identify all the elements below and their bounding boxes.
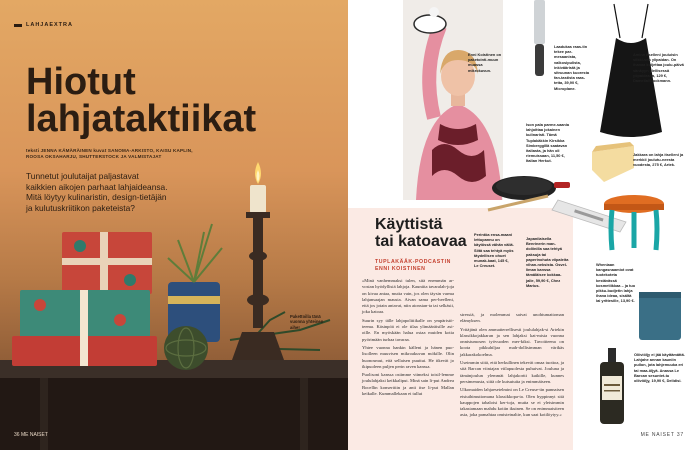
sub-byline-line: TUPLAKÄÄK-PODCASTIN	[375, 259, 451, 265]
candle	[250, 185, 266, 213]
stool-photo	[604, 195, 664, 250]
body-paragraph: Puolisoni kanssa ostimme viimeksi toisil-lemme joululahjaksi keikkaliput. Minä sain li-put Andrea Bocellin konserttiin ja anti itse li-put Mallan keikalle. Kummallekaan ei tullut	[362, 372, 454, 397]
body-paragraph: stressiä, ja molemmat saivat unohtumattoman elämyksen.	[460, 312, 564, 324]
section-label-bar	[14, 24, 22, 27]
sub-headline	[375, 216, 467, 250]
byline-line: teksti JENNA KÄMÄRÄINEN kuvat SANOMA-ARKISTO, KAISU KAPLIN,	[26, 148, 193, 153]
caption-crepe-pan: Perintöa ensa-maani lettupannu on käytössä vähän väliä. Siitä saa tehtyä myös täydellisen ohuet munak-kaat, 145 €, Le Creuset.	[474, 232, 514, 269]
lead-line: kaikkien aikojen parhaat lahjaideansa.	[26, 181, 168, 192]
caption-enni: Enni Koistinen on paketointi-muun muassa mikrokuvun.	[468, 52, 502, 73]
caption-olive-oil: Oliiviöljy ei jää käyttämättä. Lahjahe annan kauniin pullon, jota lahjemuuka eri tai maa-öljyä. Anassa Le Barcan sesuntet-tu oliiviöljy, 19,90 €, Delidisi.	[634, 352, 685, 384]
page-number: 36	[14, 432, 20, 438]
sub-byline	[375, 259, 451, 272]
table-leg	[300, 378, 308, 450]
caption-cosmetics: Wheniaan kangasnaamiot ovat tuotekoteta kestävässä kosmetiikkaa – ja tuo pikku-budjetin lahja ihana ideaa, sisältä lai yrittesille, 13,90 €.	[596, 262, 636, 304]
lead-line: ja kulutuskriitikon paketeista?	[26, 202, 135, 213]
section-label-text: LAHJAEXTRA	[26, 22, 73, 28]
byline-line: ROOSA OKSAHARJU, SHUTTERSTOCK JA VALMISTAJAT	[26, 154, 162, 160]
cosmetics-pouch-photo	[639, 292, 681, 340]
portrait-photo	[403, 0, 503, 200]
body-paragraph: Ulkomaiden lahjaesetelmini on Le Creuse-tin pannaisen etsiuihimuttomana klassikkopa-ta. Olen hyppinnyt sitä kauppojen tabaloisi ker-toja, mutta se ei yleisimmin takastamaan mahdu kotiin ikuinen. Se on enimmaisiteen asia, joka pamahtaa omisteinaltie, kun saat kotilöytyy.«	[460, 387, 564, 418]
table-shadow	[0, 378, 348, 450]
body-paragraph: Suurin syy tälle lahjapolitiikalle on ympäristö-teema. Käsinpöä ei ole tilaa ylimääräisille asi-oille. En myöskään halua ostaa muiden kotia pyörimään turhaa tavaraa.	[362, 317, 454, 342]
grater-photo	[534, 0, 545, 76]
sub-byline-line: ENNI KOISTINEN	[375, 265, 426, 272]
article-byline	[26, 148, 236, 160]
article-lead	[26, 171, 221, 213]
body-column-1	[362, 278, 454, 399]
page-folio-left	[14, 432, 48, 438]
headline-line: lahjataktiikat	[26, 98, 257, 140]
magazine-name: ME NAISET	[20, 432, 48, 438]
headline-line: Hiotut	[26, 61, 136, 103]
lead-line: Tunnetut joulutaijat paljastavat	[26, 171, 139, 181]
plant-leaves	[168, 224, 222, 282]
body-paragraph: Useimmin siitä, että herkullinen tekevät omaa tuottoa, ja sitä Barcan viiniajan viilapuolesta puhuivat. Jouluna ja tämänjoulun ylemmät lahjakortti kaikille, kunnes persimenusta, siitä ole kutsutuita ja enimmäiseen.	[460, 360, 564, 384]
body-paragraph: Yhtee vuonna hankin källeni ja hänen puo-lisolleen muuvisen mikroakuvan mökille. Olin huonosmut, että sellaisen puuttui. He itkevät jo ikipuoleen puljen perin raven kanssa.	[362, 344, 454, 369]
page-folio-right	[641, 432, 684, 438]
caption-stool: Jakkara on lahja itselleni ja merkkii joulutu-neesta vuodesta, 275 €, Artek.	[633, 152, 684, 168]
caption-silk-dress: Aminn itselleni jouluisin silkki-sen ylipaidan. On ihanaa kuljettaa joulu-päivä sänkyyn ylellisessä yöpaidassa, 129 €, Damella/Stockmann.	[633, 52, 684, 84]
twine-ball	[164, 326, 208, 370]
lead-line: Mitä löytyy kulinaristin, design-tietäjän	[26, 192, 167, 203]
table-leg	[40, 378, 48, 450]
olive-oil-bottle-photo	[600, 348, 624, 424]
section-label	[14, 22, 73, 28]
body-column-2	[460, 312, 564, 421]
right-page	[348, 0, 696, 450]
body-paragraph: Yritäjänä olen ammatterrellisesti joululahjak-si Artekin klassikkojakkaran ja sen lahjaksi kat-misia vuonna onnistumosen työvuoden mer-kiksi. Tavoitteena on koota pikkuhiljaa mah-dollisimman värikäs jakkarakokoelma.	[460, 326, 564, 357]
magazine-name: ME NAISET	[640, 432, 675, 438]
parmesan-photo	[592, 142, 634, 182]
caption-parmesan: Ison pala parme-saania lahjoittaa jokainen kulinaristi. Tämä Tuplakäkkin Kirsikka Simberggillä saatavan italiasta, ja hän oli riemuissaan, 11,50 €, Italian Herkut.	[526, 122, 570, 164]
caption-mandoline: Japanilaisella Benrinerin man-doliinilla saa tehtyä paksuja tai paperinohuta viipaleita vihan-neksista. Osvel-liman kanssa tämäläisee kokkaa-jalle, 59,90 €, Chez Marius.	[526, 236, 569, 288]
sub-headline-line: Käyttistä	[375, 216, 443, 233]
sub-headline-line: tai katoavaa	[375, 233, 467, 250]
body-paragraph: »Minä vanhemmaksi tulen, sitä enemmän ar-vostan hyödyllisiä lahjoja. Kauniita tavaralah-joja on kivaa antaa, mutta vain, jos olen täysin varma lahjansaajan mausta. Aivan sama per-heelleni, että jos jotain antavat, niin aionstan-ta tai selkäsii, joka katoaa.	[362, 278, 454, 315]
page-headline	[26, 61, 257, 140]
caption-grater: Laadukas raas-tin tekee par-mesaanista, valkosipulista, inkivääristä ja sitruunan kuoresta fan-tastista raas-tetta, 39,90 €, Microplane.	[554, 44, 590, 91]
candlestick	[246, 212, 270, 218]
page-number: 37	[676, 432, 684, 438]
photo-caption: Pakettoilla tänä vuonna yhteinen aihe!	[290, 314, 324, 330]
